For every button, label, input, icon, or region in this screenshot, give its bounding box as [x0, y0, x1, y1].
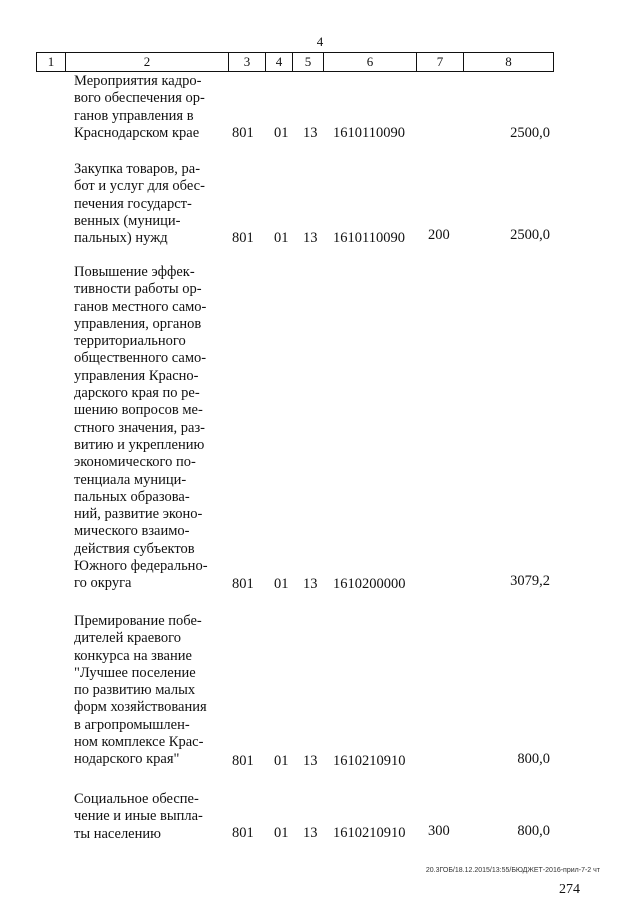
desc-line: шению вопросов ме- — [74, 402, 203, 419]
header-col-4: 4 — [266, 53, 293, 72]
page-top-number: 4 — [316, 34, 324, 49]
desc-line: чение и иные выпла- — [74, 808, 203, 825]
row-description — [74, 73, 226, 142]
cell-amount: 800,0 — [517, 823, 550, 839]
cell-section: 01 — [274, 125, 289, 141]
desc-line: Краснодарском крае — [74, 124, 200, 141]
cell-subsection: 13 — [303, 753, 318, 769]
desc-line: дителей краевого — [74, 630, 181, 647]
cell-amount: 2500,0 — [510, 125, 550, 141]
cell-ministry: 801 — [232, 753, 254, 769]
header-col-1: 1 — [37, 53, 66, 72]
document-code: 20.3ГОБ/18.12.2015/13:55/БЮДЖЕТ-2016-прил-7-2 чт — [425, 867, 600, 874]
desc-line: территориального — [74, 333, 186, 350]
desc-line: печения государст- — [74, 195, 192, 212]
header-col-6: 6 — [324, 53, 417, 72]
desc-line: конкурса на звание — [74, 647, 192, 664]
desc-line: Мероприятия кадро- — [74, 73, 202, 89]
desc-line: тивности работы ор- — [74, 281, 202, 298]
cell-ministry: 801 — [232, 125, 254, 141]
desc-line: дарского края по ре- — [74, 385, 200, 402]
cell-section: 01 — [274, 230, 289, 246]
cell-target-article: 1610200000 — [333, 576, 406, 592]
header-col-2: 2 — [66, 53, 229, 72]
cell-amount: 800,0 — [517, 751, 550, 767]
desc-line: управления, органов — [74, 315, 202, 332]
header-row — [37, 53, 554, 72]
cell-section: 01 — [274, 753, 289, 769]
desc-line: действия субъектов — [74, 540, 195, 557]
desc-line: Социальное обеспе- — [74, 791, 199, 807]
cell-amount: 2500,0 — [510, 227, 550, 243]
cell-section: 01 — [274, 825, 289, 841]
cell-expense-type: 200 — [428, 227, 450, 243]
desc-line: форм хозяйствования — [74, 699, 207, 716]
desc-line: пальных образова- — [74, 488, 190, 505]
desc-line: экономического по- — [74, 454, 196, 471]
cell-subsection: 13 — [303, 576, 318, 592]
cell-target-article: 1610110090 — [333, 125, 405, 141]
desc-line: го округа — [74, 575, 132, 592]
cell-ministry: 801 — [232, 230, 254, 246]
desc-line: ний, развитие эконо- — [74, 506, 203, 523]
cell-expense-type: 300 — [428, 823, 450, 839]
cell-target-article: 1610110090 — [333, 230, 405, 246]
desc-line: ганов местного само- — [74, 298, 207, 315]
desc-line: Премирование побе- — [74, 613, 202, 629]
column-header-table — [36, 52, 554, 72]
cell-target-article: 1610210910 — [333, 825, 406, 841]
row-description — [74, 264, 226, 593]
cell-amount: 3079,2 — [510, 573, 550, 589]
desc-line: ты населению — [74, 825, 161, 842]
cell-subsection: 13 — [303, 230, 318, 246]
page-bottom-number: 274 — [559, 882, 580, 897]
desc-line: витию и укреплению — [74, 436, 205, 453]
header-col-8: 8 — [464, 53, 554, 72]
desc-line: по развитию малых — [74, 682, 196, 699]
row-description — [74, 613, 226, 769]
desc-line: венных (муници- — [74, 212, 181, 229]
row-description — [74, 161, 226, 247]
desc-line: общественного само- — [74, 350, 207, 367]
cell-section: 01 — [274, 576, 289, 592]
desc-line: Повышение эффек- — [74, 264, 195, 280]
desc-line: ном комплексе Крас- — [74, 734, 204, 751]
desc-line: тенциала муници- — [74, 471, 187, 488]
desc-line: ганов управления в — [74, 107, 194, 124]
cell-target-article: 1610210910 — [333, 753, 406, 769]
desc-line: мического взаимо- — [74, 523, 190, 540]
header-col-5: 5 — [293, 53, 324, 72]
desc-line: "Лучшее поселение — [74, 664, 196, 681]
cell-subsection: 13 — [303, 825, 318, 841]
header-col-7: 7 — [417, 53, 464, 72]
cell-ministry: 801 — [232, 825, 254, 841]
desc-line: вого обеспечения ор- — [74, 90, 205, 107]
desc-line: пальных) нужд — [74, 230, 168, 247]
desc-line: управления Красно- — [74, 367, 199, 384]
header-col-3: 3 — [229, 53, 266, 72]
desc-line: Южного федерально- — [74, 558, 208, 575]
row-description — [74, 791, 226, 843]
cell-ministry: 801 — [232, 576, 254, 592]
desc-line: в агропромышлен- — [74, 716, 190, 733]
cell-subsection: 13 — [303, 125, 318, 141]
desc-line: стного значения, раз- — [74, 419, 205, 436]
desc-line: бот и услуг для обес- — [74, 178, 205, 195]
desc-line: Закупка товаров, ра- — [74, 161, 201, 177]
desc-line: нодарского края" — [74, 751, 180, 768]
